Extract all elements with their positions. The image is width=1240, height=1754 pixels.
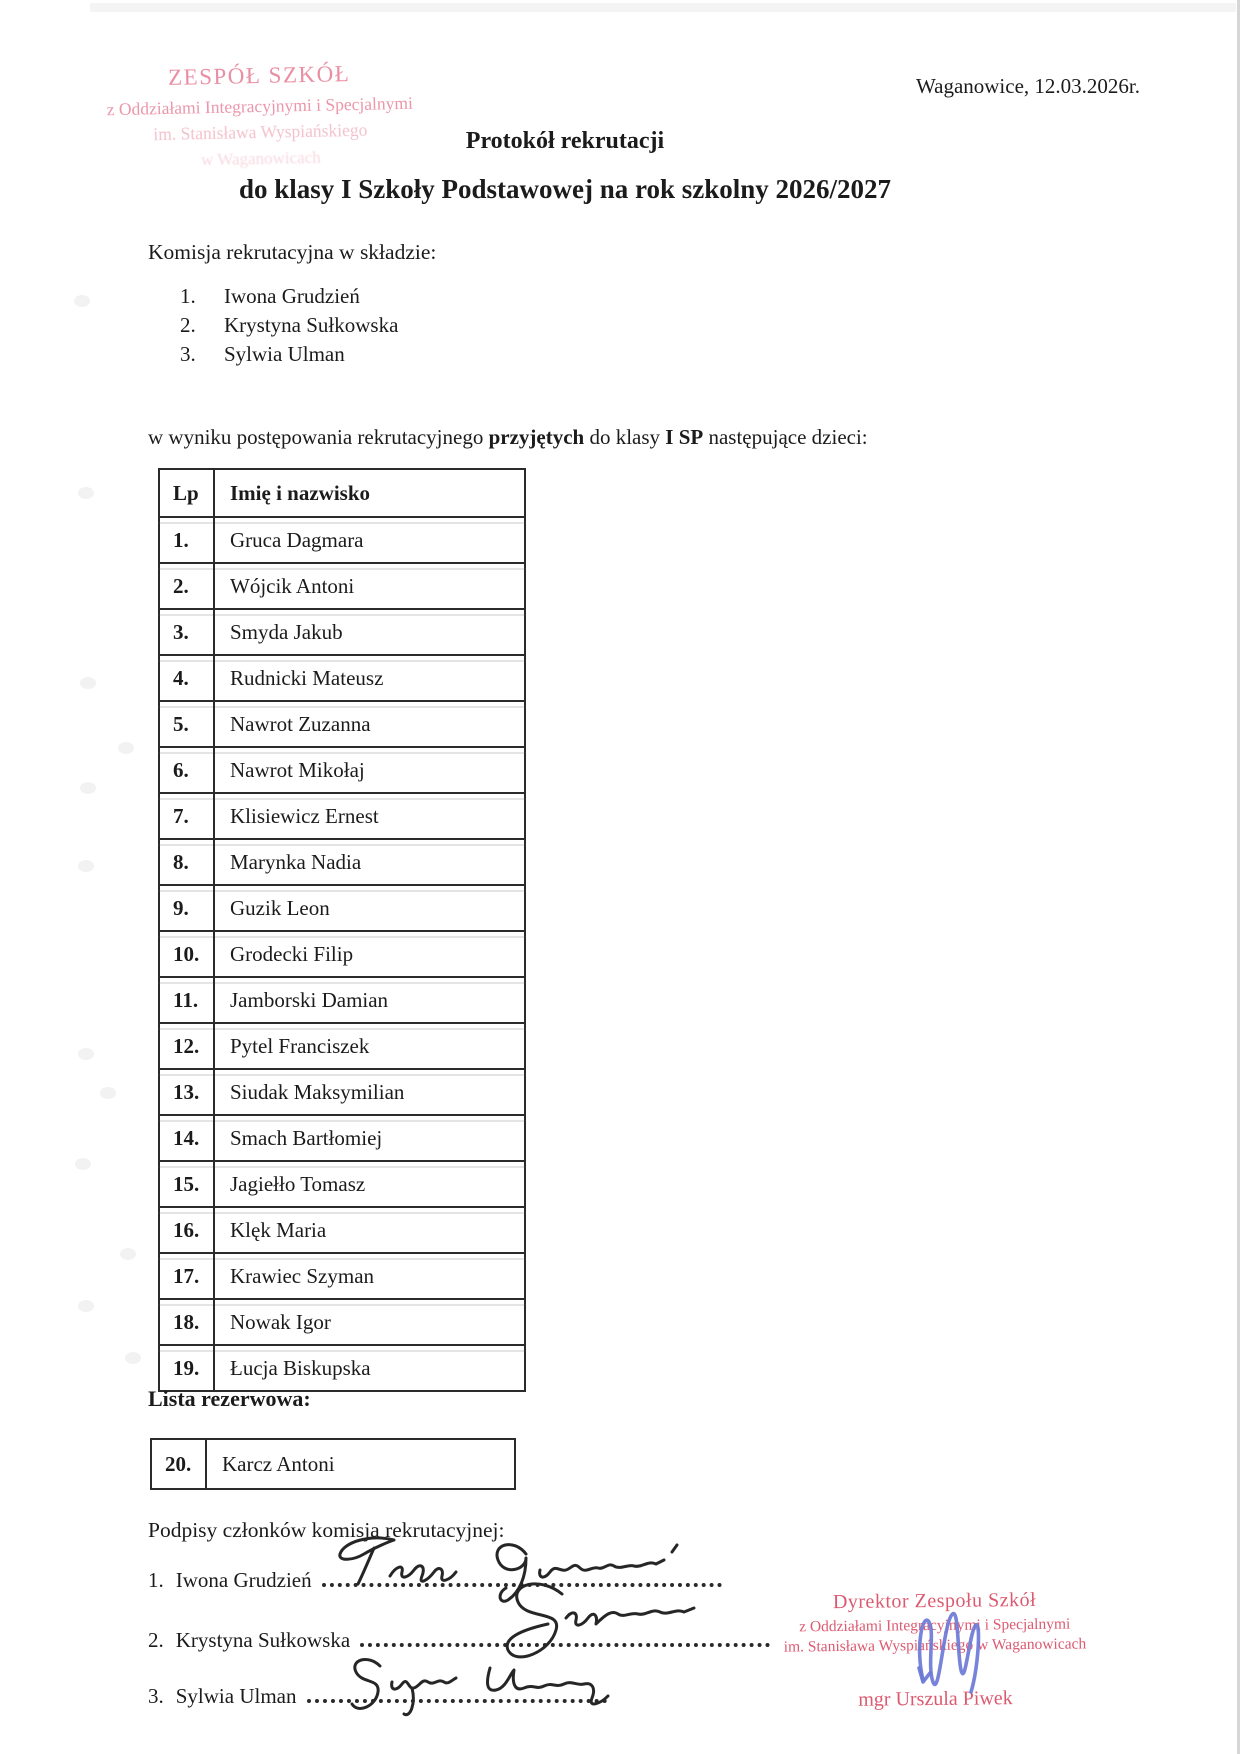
school-stamp: [69, 58, 451, 173]
signature-name: Krystyna Sułkowska: [175, 1628, 351, 1652]
director-stamp-title: Dyrektor Zespołu Szkół: [832, 1588, 1037, 1614]
result-text-accepted: przyjętych: [488, 425, 585, 449]
scan-smudge: [100, 1087, 116, 1099]
cell-lp: 14.: [160, 1116, 215, 1160]
committee-member-number: 3.: [180, 342, 196, 366]
scan-smudge: [78, 860, 94, 872]
table-row: [160, 1162, 524, 1208]
table-row: [160, 748, 524, 794]
committee-member: [180, 340, 398, 369]
committee-member: [180, 282, 398, 311]
cell-name: Nowak Igor: [230, 1309, 331, 1334]
table-row: [160, 610, 524, 656]
director-stamp-name: mgr Urszula Piwek: [858, 1687, 1013, 1712]
table-row: [160, 1070, 524, 1116]
table-row: [152, 1440, 514, 1488]
reserve-list-table: [150, 1438, 516, 1490]
header-cell-name: Imię i nazwisko: [230, 480, 371, 505]
table-row: [160, 840, 524, 886]
cell-name: Klęk Maria: [230, 1217, 327, 1242]
cell-lp: 8.: [160, 840, 215, 884]
signatures-heading: Podpisy członków komisja rekrutacyjnej:: [148, 1518, 505, 1542]
table-row: [160, 1254, 524, 1300]
committee-member-name: Sylwia Ulman: [224, 342, 345, 366]
school-stamp-line3: im. Stanisława Wyspiańskiego: [153, 119, 368, 144]
cell-lp: 4.: [160, 656, 215, 700]
document-title: Protokół rekrutacji: [465, 128, 665, 154]
scan-smudge: [78, 1300, 94, 1312]
result-text: do klasy: [584, 425, 666, 449]
committee-member-number: 2.: [180, 313, 196, 337]
cell-lp: 13.: [160, 1070, 215, 1114]
scan-smudge: [78, 1048, 94, 1060]
director-stamp-line2: z Oddziałami Integracyjnymi i Specjalnymi: [799, 1615, 1071, 1636]
cell-name: Nawrot Mikołaj: [230, 757, 365, 782]
cell-lp: 5.: [160, 702, 215, 746]
result-text: w wyniku postępowania rekrutacyjnego: [148, 425, 489, 449]
table-row: [160, 978, 524, 1024]
committee-member-name: Iwona Grudzień: [224, 284, 360, 308]
cell-name: Wójcik Antoni: [230, 573, 355, 598]
place-and-date: Waganowice, 12.03.2026r.: [915, 74, 1140, 98]
scan-smudge: [118, 742, 134, 754]
committee-member: [180, 311, 398, 340]
cell-lp: 7.: [160, 794, 215, 838]
document-subtitle: do klasy I Szkoły Podstawowej na rok szkolny 2026/2027: [238, 174, 892, 204]
cell-name: Guzik Leon: [230, 895, 330, 920]
reserve-list-heading: Lista rezerwowa:: [148, 1386, 311, 1411]
accepted-children-table: [158, 468, 526, 1392]
signature-name: Sylwia Ulman: [175, 1684, 297, 1708]
signature-dotted-line: [307, 1685, 607, 1703]
cell-name: Krawiec Szyman: [230, 1263, 375, 1288]
scan-smudge: [74, 295, 90, 307]
signature-dotted-line: [322, 1569, 722, 1587]
cell-name: Siudak Maksymilian: [230, 1079, 405, 1104]
scan-smudge: [78, 487, 94, 499]
result-text-class: I SP: [665, 425, 704, 449]
table-row: [160, 1300, 524, 1346]
cell-name: Marynka Nadia: [230, 849, 362, 874]
cell-name: Rudnicki Mateusz: [230, 665, 384, 690]
committee-heading: Komisja rekrutacyjna w składzie:: [148, 240, 437, 264]
table-row: [160, 564, 524, 610]
cell-name: Smyda Jakub: [230, 619, 343, 644]
committee-member-number: 1.: [180, 284, 196, 308]
signature-row: [148, 1684, 607, 1709]
cell-lp: 12.: [160, 1024, 215, 1068]
cell-name: Smach Bartłomiej: [230, 1125, 383, 1150]
signature-number: 3.: [148, 1684, 164, 1708]
committee-list: [180, 282, 398, 369]
cell-lp: 11.: [160, 978, 215, 1022]
cell-name: Łucja Biskupska: [230, 1355, 371, 1380]
cell-lp: 15.: [160, 1162, 215, 1206]
school-stamp-line2: z Oddziałami Integracyjnymi i Specjalnymi: [106, 92, 414, 119]
cell-lp: 18.: [160, 1300, 215, 1344]
director-stamp-line3: im. Stanisława Wyspiańskiego w Waganowicach: [783, 1635, 1087, 1656]
cell-lp: 10.: [160, 932, 215, 976]
signature-row: [148, 1628, 770, 1653]
table-row: [160, 794, 524, 840]
committee-member-name: Krystyna Sułkowska: [224, 313, 399, 337]
table-row: [160, 656, 524, 702]
signature-row: [148, 1568, 722, 1593]
cell-name: Karcz Antoni: [222, 1451, 335, 1476]
table-header-row: [160, 470, 524, 518]
cell-name: Jamborski Damian: [230, 987, 389, 1012]
cell-lp: 6.: [160, 748, 215, 792]
cell-name: Grodecki Filip: [230, 941, 354, 966]
cell-lp: 3.: [160, 610, 215, 654]
school-stamp-line4: w Waganowicach: [200, 147, 321, 169]
table-row: [160, 702, 524, 748]
cell-name: Gruca Dagmara: [230, 527, 364, 552]
cell-lp: 17.: [160, 1254, 215, 1298]
cell-name: Klisiewicz Ernest: [230, 803, 379, 828]
table-row: [160, 1116, 524, 1162]
scan-smudge: [80, 782, 96, 794]
scan-smudge: [75, 1158, 91, 1170]
result-text: następujące dzieci:: [703, 425, 868, 449]
cell-lp: 16.: [160, 1208, 215, 1252]
cell-name: Jagiełło Tomasz: [230, 1171, 366, 1196]
scan-smudge: [80, 677, 96, 689]
scan-smudge: [125, 1352, 141, 1364]
cell-name: Nawrot Zuzanna: [230, 711, 371, 736]
table-row: [160, 518, 524, 564]
signature-number: 2.: [148, 1628, 164, 1652]
school-stamp-name: ZESPÓŁ SZKÓŁ: [167, 61, 351, 90]
cell-lp: 1.: [160, 518, 215, 562]
scan-artifact-top-edge: [90, 3, 1236, 12]
table-row: [160, 886, 524, 932]
cell-lp: 20.: [152, 1440, 207, 1488]
cell-lp: 9.: [160, 886, 215, 930]
cell-lp: 19.: [160, 1346, 215, 1390]
signature-name: Iwona Grudzień: [175, 1568, 312, 1592]
result-sentence: [148, 425, 1128, 450]
scan-smudge: [120, 1248, 136, 1260]
header-cell-lp: Lp: [160, 470, 215, 516]
table-row: [160, 932, 524, 978]
signature-number: 1.: [148, 1568, 164, 1592]
table-row: [160, 1346, 524, 1390]
table-row: [160, 1024, 524, 1070]
table-row: [160, 1208, 524, 1254]
cell-lp: 2.: [160, 564, 215, 608]
cell-name: Pytel Franciszek: [230, 1033, 370, 1058]
director-stamp: [699, 1586, 1170, 1715]
